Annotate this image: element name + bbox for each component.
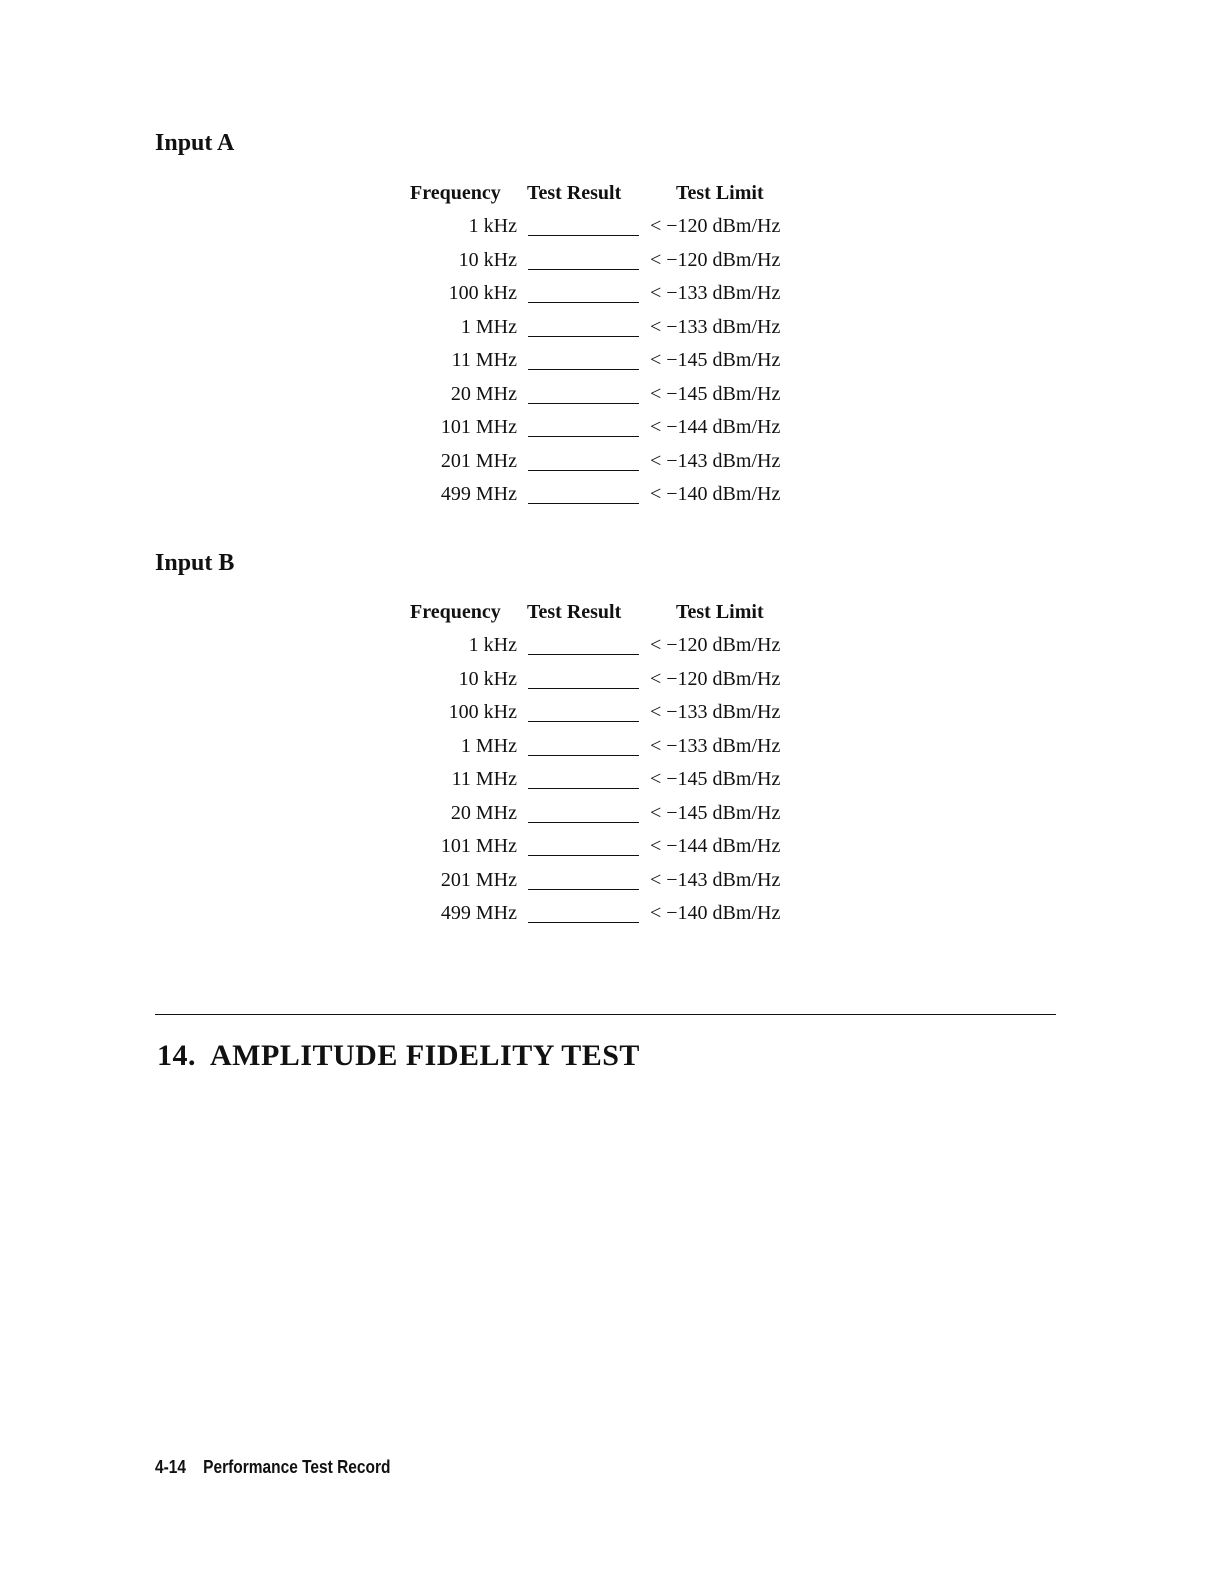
frequency-cell: 100 kHz: [448, 282, 517, 304]
table-row: [400, 696, 820, 730]
test-limit-cell: < −143 dBm/Hz: [650, 449, 781, 472]
frequency-cell: 10 kHz: [458, 248, 517, 271]
test-limit-cell: < −144 dBm/Hz: [650, 835, 781, 857]
test-result-blank[interactable]: [528, 403, 639, 404]
frequency-cell: 1 kHz: [468, 634, 517, 656]
test-result-blank[interactable]: [528, 302, 639, 303]
frequency-cell: 499 MHz: [440, 483, 517, 505]
test-limit-cell: < −145 dBm/Hz: [650, 768, 781, 790]
frequency-cell: 100 kHz: [448, 701, 517, 723]
frequency-cell: 20 MHz: [450, 801, 517, 824]
table-header: [400, 599, 820, 629]
column-header-test-result: Test Result: [527, 601, 622, 623]
chapter-number: 14.: [157, 1039, 196, 1073]
chapter-title-text: AMPLITUDE FIDELITY TEST: [210, 1039, 640, 1073]
test-limit-cell: < −133 dBm/Hz: [650, 315, 781, 338]
frequency-cell: 11 MHz: [451, 349, 517, 371]
frequency-cell: 1 kHz: [468, 215, 517, 237]
table-row: [400, 344, 820, 378]
test-result-blank[interactable]: [528, 654, 639, 655]
test-result-blank[interactable]: [528, 470, 639, 471]
test-result-blank[interactable]: [528, 922, 639, 923]
table-row: [400, 378, 820, 412]
test-limit-cell: < −145 dBm/Hz: [650, 801, 781, 824]
table-header: [400, 180, 820, 210]
table-row: [400, 730, 820, 764]
test-limit-cell: < −120 dBm/Hz: [650, 634, 781, 656]
test-limit-cell: < −145 dBm/Hz: [650, 349, 781, 371]
table-row: [400, 864, 820, 898]
test-limit-cell: < −145 dBm/Hz: [650, 382, 781, 405]
test-limit-cell: < −140 dBm/Hz: [650, 483, 781, 505]
test-result-blank[interactable]: [528, 889, 639, 890]
test-result-blank[interactable]: [528, 688, 639, 689]
table-row: [400, 663, 820, 697]
test-limit-cell: < −133 dBm/Hz: [650, 701, 781, 723]
table-row: [400, 244, 820, 278]
test-result-blank[interactable]: [528, 822, 639, 823]
frequency-cell: 201 MHz: [440, 449, 517, 472]
noise-table-input-b: [400, 599, 820, 931]
table-row: [400, 445, 820, 479]
table-row: [400, 277, 820, 311]
test-result-blank[interactable]: [528, 369, 639, 370]
frequency-cell: 101 MHz: [440, 835, 517, 857]
section-heading-input-b: Input B: [155, 550, 235, 576]
table-row: [400, 763, 820, 797]
table-row: [400, 210, 820, 244]
test-result-blank[interactable]: [528, 755, 639, 756]
frequency-cell: 1 MHz: [460, 315, 517, 338]
table-row: [400, 897, 820, 931]
test-result-blank[interactable]: [528, 855, 639, 856]
test-limit-cell: < −120 dBm/Hz: [650, 215, 781, 237]
test-limit-cell: < −144 dBm/Hz: [650, 416, 781, 438]
frequency-cell: 20 MHz: [450, 382, 517, 405]
table-row: [400, 830, 820, 864]
frequency-cell: 101 MHz: [440, 416, 517, 438]
test-limit-cell: < −143 dBm/Hz: [650, 868, 781, 891]
test-result-blank[interactable]: [528, 788, 639, 789]
test-limit-cell: < −133 dBm/Hz: [650, 734, 781, 757]
test-result-blank[interactable]: [528, 269, 639, 270]
frequency-cell: 201 MHz: [440, 868, 517, 891]
column-header-test-result: Test Result: [527, 182, 622, 204]
table-row: [400, 411, 820, 445]
test-result-blank[interactable]: [528, 503, 639, 504]
test-limit-cell: < −120 dBm/Hz: [650, 248, 781, 271]
test-result-blank[interactable]: [528, 721, 639, 722]
noise-table-input-a: [400, 180, 820, 512]
test-limit-cell: < −133 dBm/Hz: [650, 282, 781, 304]
table-row: [400, 797, 820, 831]
test-result-blank[interactable]: [528, 436, 639, 437]
chapter-divider: [155, 1014, 1056, 1015]
test-result-blank[interactable]: [528, 235, 639, 236]
page-number: 4-14: [155, 1457, 186, 1477]
test-limit-cell: < −140 dBm/Hz: [650, 902, 781, 924]
table-row: [400, 629, 820, 663]
frequency-cell: 1 MHz: [460, 734, 517, 757]
column-header-frequency: Frequency: [410, 182, 501, 204]
test-limit-cell: < −120 dBm/Hz: [650, 667, 781, 690]
column-header-frequency: Frequency: [410, 601, 501, 623]
table-row: [400, 311, 820, 345]
column-header-test-limit: Test Limit: [676, 182, 764, 204]
footer-title: Performance Test Record: [203, 1457, 391, 1477]
test-result-blank[interactable]: [528, 336, 639, 337]
section-heading-input-a: Input A: [155, 130, 235, 156]
column-header-test-limit: Test Limit: [676, 601, 764, 623]
page-footer: [155, 1457, 390, 1478]
frequency-cell: 11 MHz: [451, 768, 517, 790]
frequency-cell: 10 kHz: [458, 667, 517, 690]
table-row: [400, 478, 820, 512]
chapter-title: [157, 1039, 640, 1073]
frequency-cell: 499 MHz: [440, 902, 517, 924]
